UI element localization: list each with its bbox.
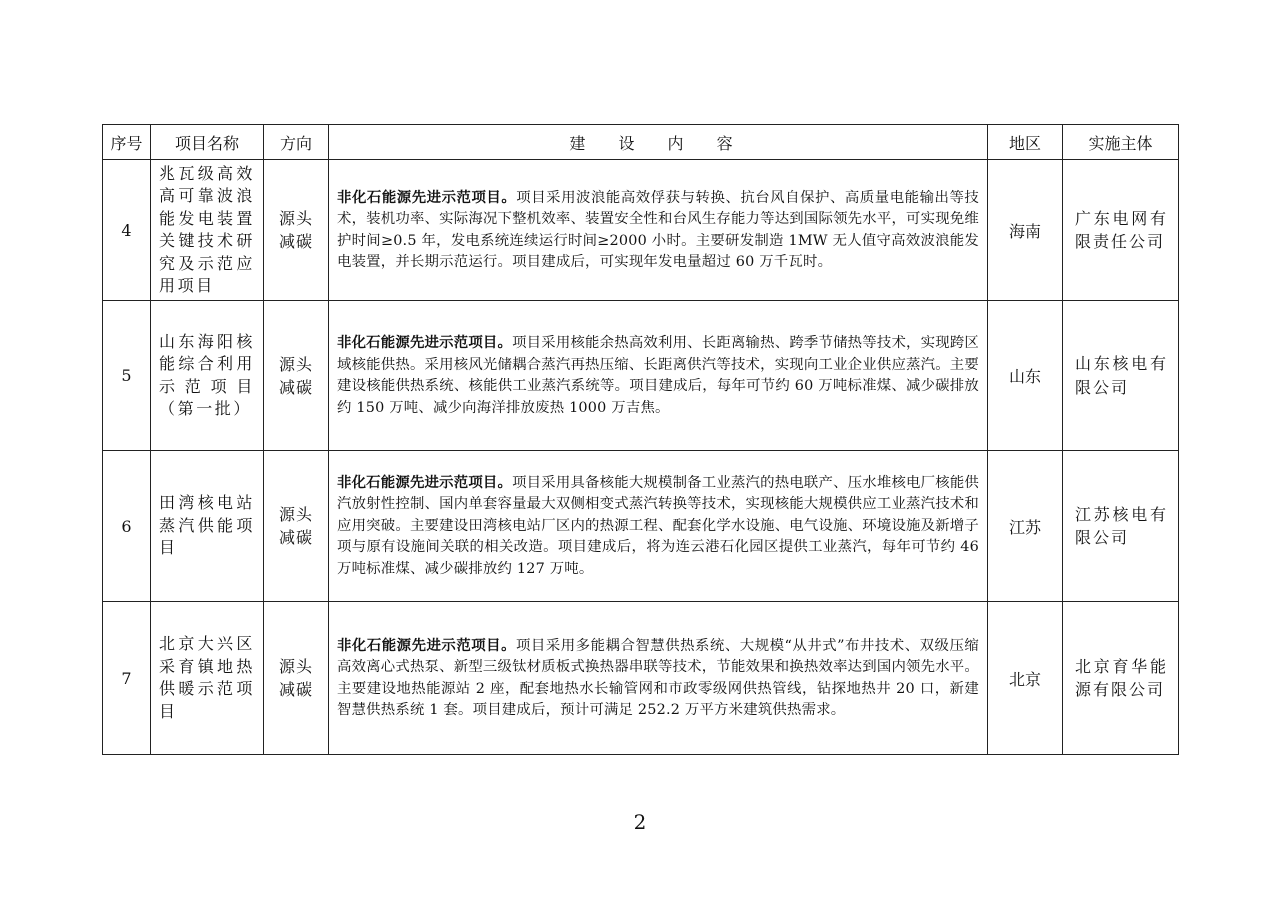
row-project-name: 北京大兴区采育镇地热供暖示范项目 (151, 602, 264, 755)
table-row (103, 160, 1179, 301)
header-num: 序号 (103, 125, 151, 160)
row-direction-text: 源头减碳 (279, 505, 314, 547)
row-region: 江苏 (988, 451, 1063, 602)
row-organization: 江苏核电有限公司 (1063, 451, 1179, 602)
header-organization: 实施主体 (1063, 125, 1179, 160)
row-content-body: 项目采用多能耦合智慧供热系统、大规模“从井式”布井技术、双级压缩高效离心式热泵、新型三级钛材质板式换热器串联等技术，节能效果和换热效率达到国内领先水平。主要建设地热能源站 2 座，配套地热水长输管网和市政零级网供热管线，钻探地热井 20 口，新建智慧供热系统 1 套。项目建成后，预计可满足 252.2 万平方米建筑供热需求。 (337, 637, 979, 718)
row-content-body: 项目采用具备核能大规模制备工业蒸汽的热电联产、压水堆核电厂核能供汽放射性控制、国内单套容量最大双侧相变式蒸汽转换等技术，实现核能大规模供应工业蒸汽技术和应用突破。主要建设田湾核电站厂区内的热源工程、配套化学水设施、电气设施、环境设施及新增子项与原有设施间关联的相关改造。项目建成后，将为连云港石化园区提供工业蒸汽，每年可节约 46 万吨标准煤、减少碳排放约 127 万吨。 (337, 474, 979, 577)
row-direction-text: 源头减碳 (279, 657, 314, 699)
row-content (329, 160, 988, 301)
row-organization: 广东电网有限责任公司 (1063, 160, 1179, 301)
row-direction-text: 源头减碳 (279, 209, 314, 251)
row-num: 7 (103, 602, 151, 755)
row-direction (264, 301, 329, 451)
header-region: 地区 (988, 125, 1063, 160)
row-content (329, 451, 988, 602)
row-content (329, 602, 988, 755)
header-name: 项目名称 (151, 125, 264, 160)
row-region: 海南 (988, 160, 1063, 301)
row-num: 6 (103, 451, 151, 602)
row-direction (264, 160, 329, 301)
row-num: 4 (103, 160, 151, 301)
row-content-lead: 非化石能源先进示范项目。 (337, 188, 517, 206)
row-organization: 山东核电有限公司 (1063, 301, 1179, 451)
row-num: 5 (103, 301, 151, 451)
page-number: 2 (633, 810, 647, 834)
table-header-row (103, 125, 1179, 160)
row-region: 山东 (988, 301, 1063, 451)
row-direction (264, 451, 329, 602)
row-organization: 北京育华能源有限公司 (1063, 602, 1179, 755)
header-content-label: 建 设 内 容 (569, 133, 747, 153)
row-project-name: 山东海阳核能综合利用示范项目（第一批） (151, 301, 264, 451)
table-row (103, 602, 1179, 755)
row-direction (264, 602, 329, 755)
row-direction-text: 源头减碳 (279, 354, 314, 397)
row-project-name: 田湾核电站蒸汽供能项目 (151, 451, 264, 602)
row-content (329, 301, 988, 451)
row-content-body: 项目采用核能余热高效利用、长距离输热、跨季节储热等技术，实现跨区域核能供热。采用核风光储耦合蒸汽再热压缩、长距离供汽等技术，实现向工业企业供应蒸汽。主要建设核能供热系统、核能供工业蒸汽系统等。项目建成后，每年可节约 60 万吨标准煤、减少碳排放约 150 万吨、减少向海洋排放废热 1000 万吉焦。 (337, 335, 979, 416)
header-content (329, 125, 988, 160)
row-region: 北京 (988, 602, 1063, 755)
row-content-lead: 非化石能源先进示范项目。 (337, 334, 513, 351)
table-row (103, 451, 1179, 602)
header-direction: 方向 (264, 125, 329, 160)
row-content-body: 项目采用波浪能高效俘获与转换、抗台风自保护、高质量电能输出等技术，装机功率、实际海况下整机效率、装置安全性和台风生存能力等达到国际领先水平，可实现免维护时间≥0.5 年，发电系统连续运行时间≥2000 小时。主要研发制造 1MW 无人值守高效波浪能发电装置，并长期示范运行。项目建成后，可实现年发电量超过 60 万千瓦时。 (337, 189, 980, 270)
row-content-lead: 非化石能源先进示范项目。 (337, 473, 513, 491)
table-row (103, 301, 1179, 451)
row-project-name: 兆瓦级高效高可靠波浪能发电装置关键技术研究及示范应用项目 (151, 160, 264, 301)
project-table (102, 124, 1179, 755)
row-content-lead: 非化石能源先进示范项目。 (337, 636, 517, 654)
